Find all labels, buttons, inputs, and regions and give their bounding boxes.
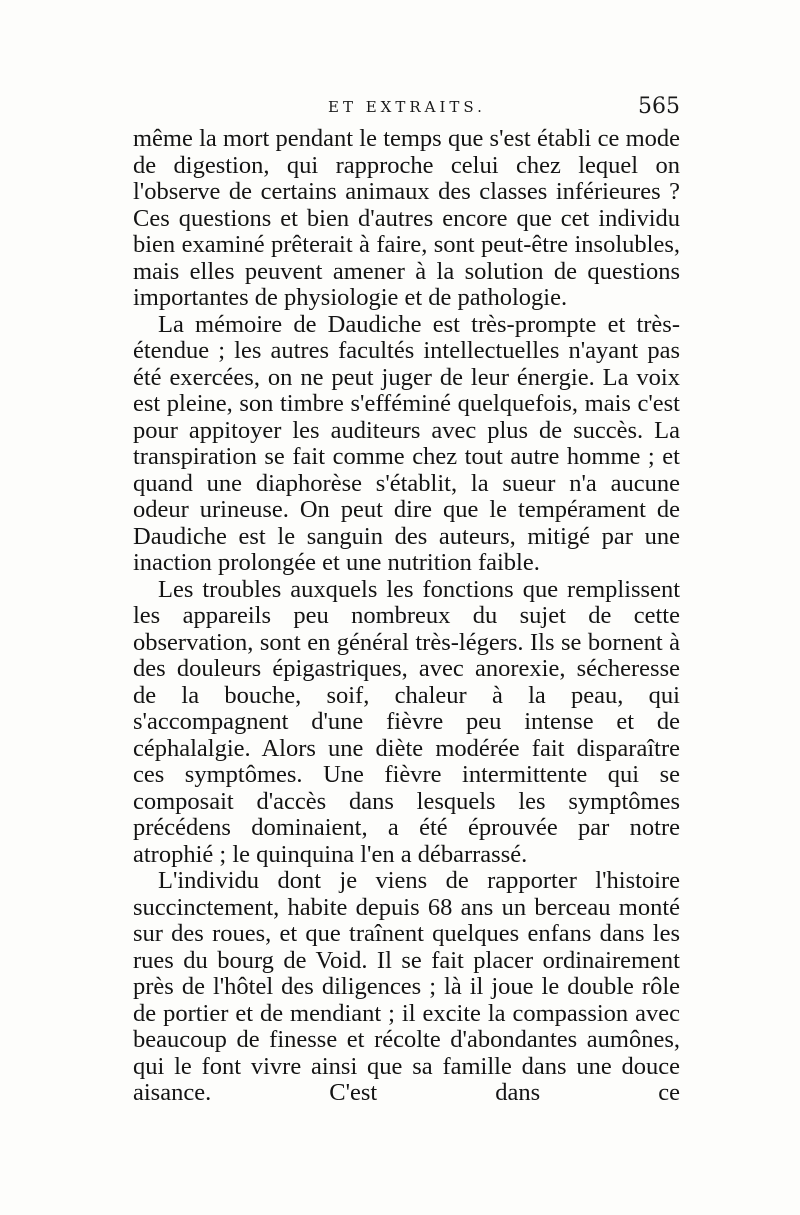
paragraph-troubles: Les troubles auxquels les fonctions que remplissent les appareils peu nombreux du sujet de cette observation, sont en général très-légers. Ils se bornent à des douleurs épigastriques, avec anorexie, sécheresse de la bouche, soif, chaleur à la peau, qui s'accompagnent d'une fièvre peu intense et de céphalalgie. Alors une diète modérée fait disparaître ces symptômes. Une fièvre intermittente qui se composait d'accès dans lesquels les symptômes précédens dominaient, a été éprouvée par notre atrophié ; le quinquina l'en a débarrassé. — [133, 575, 680, 868]
paragraph-memory: La mémoire de Daudiche est très-prompte et très-étendue ; les autres facultés intellectuelles n'ayant pas été exercées, on ne peut juger de leur énergie. La voix est pleine, son timbre s'efféminé quelquefois, mais c'est pour appitoyer les auditeurs avec plus de succès. La transpiration se fait comme chez tout autre homme ; et quand une diaphorèse s'établit, la sueur n'a aucune odeur urineuse. On peut dire que le tempérament de Daudiche est le sanguin des auteurs, mitigé par une inaction prolongée et une nutrition faible. — [133, 310, 680, 576]
page-number: 565 — [638, 94, 680, 119]
running-title: ET EXTRAITS. — [328, 98, 486, 116]
paragraph-continuation: même la mort pendant le temps que s'est établi ce mode de digestion, qui rapproche celui chez lequel on l'observe de certains animaux des classes inférieures ? Ces questions et bien d'autres encore que cet individu bien examiné prêterait à faire, sont peut-être insolubles, mais elles peuvent amener à la solution de questions importantes de physiologie et de pathologie. — [133, 125, 680, 311]
body-text — [133, 126, 680, 1107]
running-head — [133, 94, 680, 124]
paragraph-individual: L'individu dont je viens de rapporter l'histoire succinctement, habite depuis 68 ans un berceau monté sur des roues, et que traînent quelques enfans dans les rues du bourg de Void. Il se fait placer ordinairement près de l'hôtel des diligences ; là il joue le double rôle de portier et de mendiant ; il excite la compassion avec beaucoup de finesse et récolte d'abondantes aumônes, qui le font vivre ainsi que sa famille dans une douce aisance. C'est dans ce — [133, 867, 680, 1106]
